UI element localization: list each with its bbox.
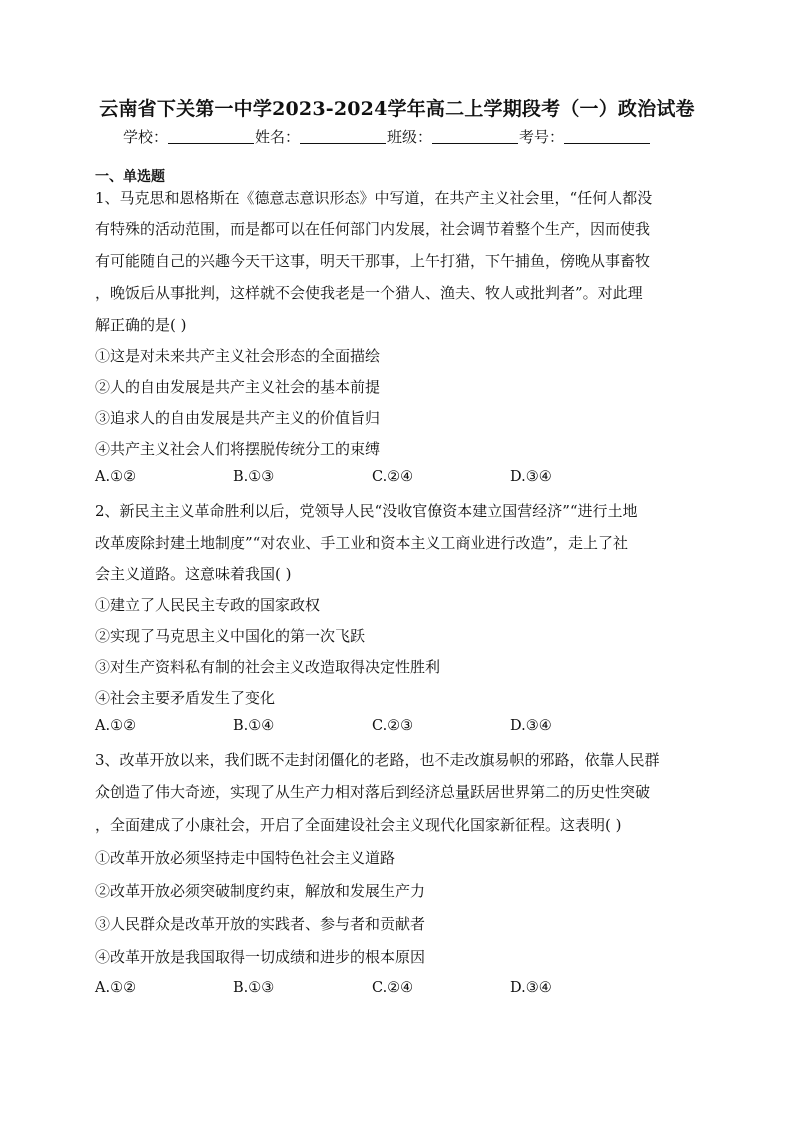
q2-option-c[interactable]: C.②③ [372,718,414,734]
q3-item: ①改革开放必须坚持走中国特色社会主义道路 [95,849,396,867]
q1-item: ②人的自由发展是共产主义社会的基本前提 [95,378,381,396]
q2-stem-line: 会主义道路。这意味着我国( ) [95,565,292,583]
student-info-line [123,126,651,147]
q1-stem-line: 解正确的是( ) [95,316,187,334]
q2-item: ④社会主要矛盾发生了变化 [95,689,276,707]
school-label: 学校： [123,128,169,146]
q1-item: ③追求人的自由发展是共产主义的价值旨归 [95,409,381,427]
exam-number-blank[interactable] [564,129,650,144]
q1-option-b[interactable]: B.①③ [233,469,275,485]
exam-title: 云南省下关第一中学2023-2024学年高二上学期段考（一）政治试卷 [99,98,695,120]
q2-option-b[interactable]: B.①④ [233,718,275,734]
q3-option-a[interactable]: A.①② [95,980,137,996]
q2-item: ②实现了马克思主义中国化的第一次飞跃 [95,627,366,645]
class-label: 班级： [387,128,433,146]
q2-option-d[interactable]: D.③④ [510,718,552,734]
q2-item: ①建立了人民民主专政的国家政权 [95,596,321,614]
q3-item: ③人民群众是改革开放的实践者、参与者和贡献者 [95,915,426,933]
q3-item: ④改革开放是我国取得一切成绩和进步的根本原因 [95,948,426,966]
q1-stem-line: ，晚饭后从事批判，这样就不会使我老是一个猎人、渔夫、牧人或批判者”。对此理 [95,284,643,302]
q1-option-d[interactable]: D.③④ [510,469,552,485]
class-blank[interactable] [432,129,518,144]
q3-option-b[interactable]: B.①③ [233,980,275,996]
q2-stem-line: 2、新民主主义革命胜利以后，党领导人民“没收官僚资本建立国营经济”“进行土地 [95,502,638,520]
name-label: 姓名： [255,128,301,146]
q3-item: ②改革开放必须突破制度约束，解放和发展生产力 [95,882,426,900]
q2-stem-line: 改革废除封建土地制度”“对农业、手工业和资本主义工商业进行改造”，走上了社 [95,534,629,552]
school-blank[interactable] [168,129,254,144]
q1-stem-line: 有可能随自己的兴趣今天干这事，明天干那事，上午打猎，下午捕鱼，傍晚从事畜牧 [95,252,651,270]
section-heading: 一、单选题 [95,169,165,185]
q1-stem-line: 1、马克思和恩格斯在《德意志意识形态》中写道，在共产主义社会里，“任何人都没 [95,189,653,207]
q3-stem-line: 众创造了伟大奇迹，实现了从生产力相对落后到经济总量跃居世界第二的历史性突破 [95,783,651,801]
q3-option-d[interactable]: D.③④ [510,980,552,996]
exam-number-label: 考号： [519,128,565,146]
q3-options [95,980,695,1000]
q3-stem-line: ，全面建成了小康社会，开启了全面建设社会主义现代化国家新征程。这表明( ) [95,816,622,834]
q1-item: ①这是对未来共产主义社会形态的全面描绘 [95,347,381,365]
q1-option-c[interactable]: C.②④ [372,469,414,485]
q3-stem-line: 3、改革开放以来，我们既不走封闭僵化的老路，也不走改旗易帜的邪路，依靠人民群 [95,751,660,769]
name-blank[interactable] [300,129,386,144]
q1-item: ④共产主义社会人们将摆脱传统分工的束缚 [95,440,381,458]
q1-option-a[interactable]: A.①② [95,469,137,485]
q2-option-a[interactable]: A.①② [95,718,137,734]
q3-option-c[interactable]: C.②④ [372,980,414,996]
q2-item: ③对生产资料私有制的社会主义改造取得决定性胜利 [95,658,441,676]
q2-options [95,718,695,738]
q1-options [95,469,695,489]
q1-stem-line: 有特殊的活动范围，而是都可以在任何部门内发展，社会调节着整个生产，因而使我 [95,220,651,238]
